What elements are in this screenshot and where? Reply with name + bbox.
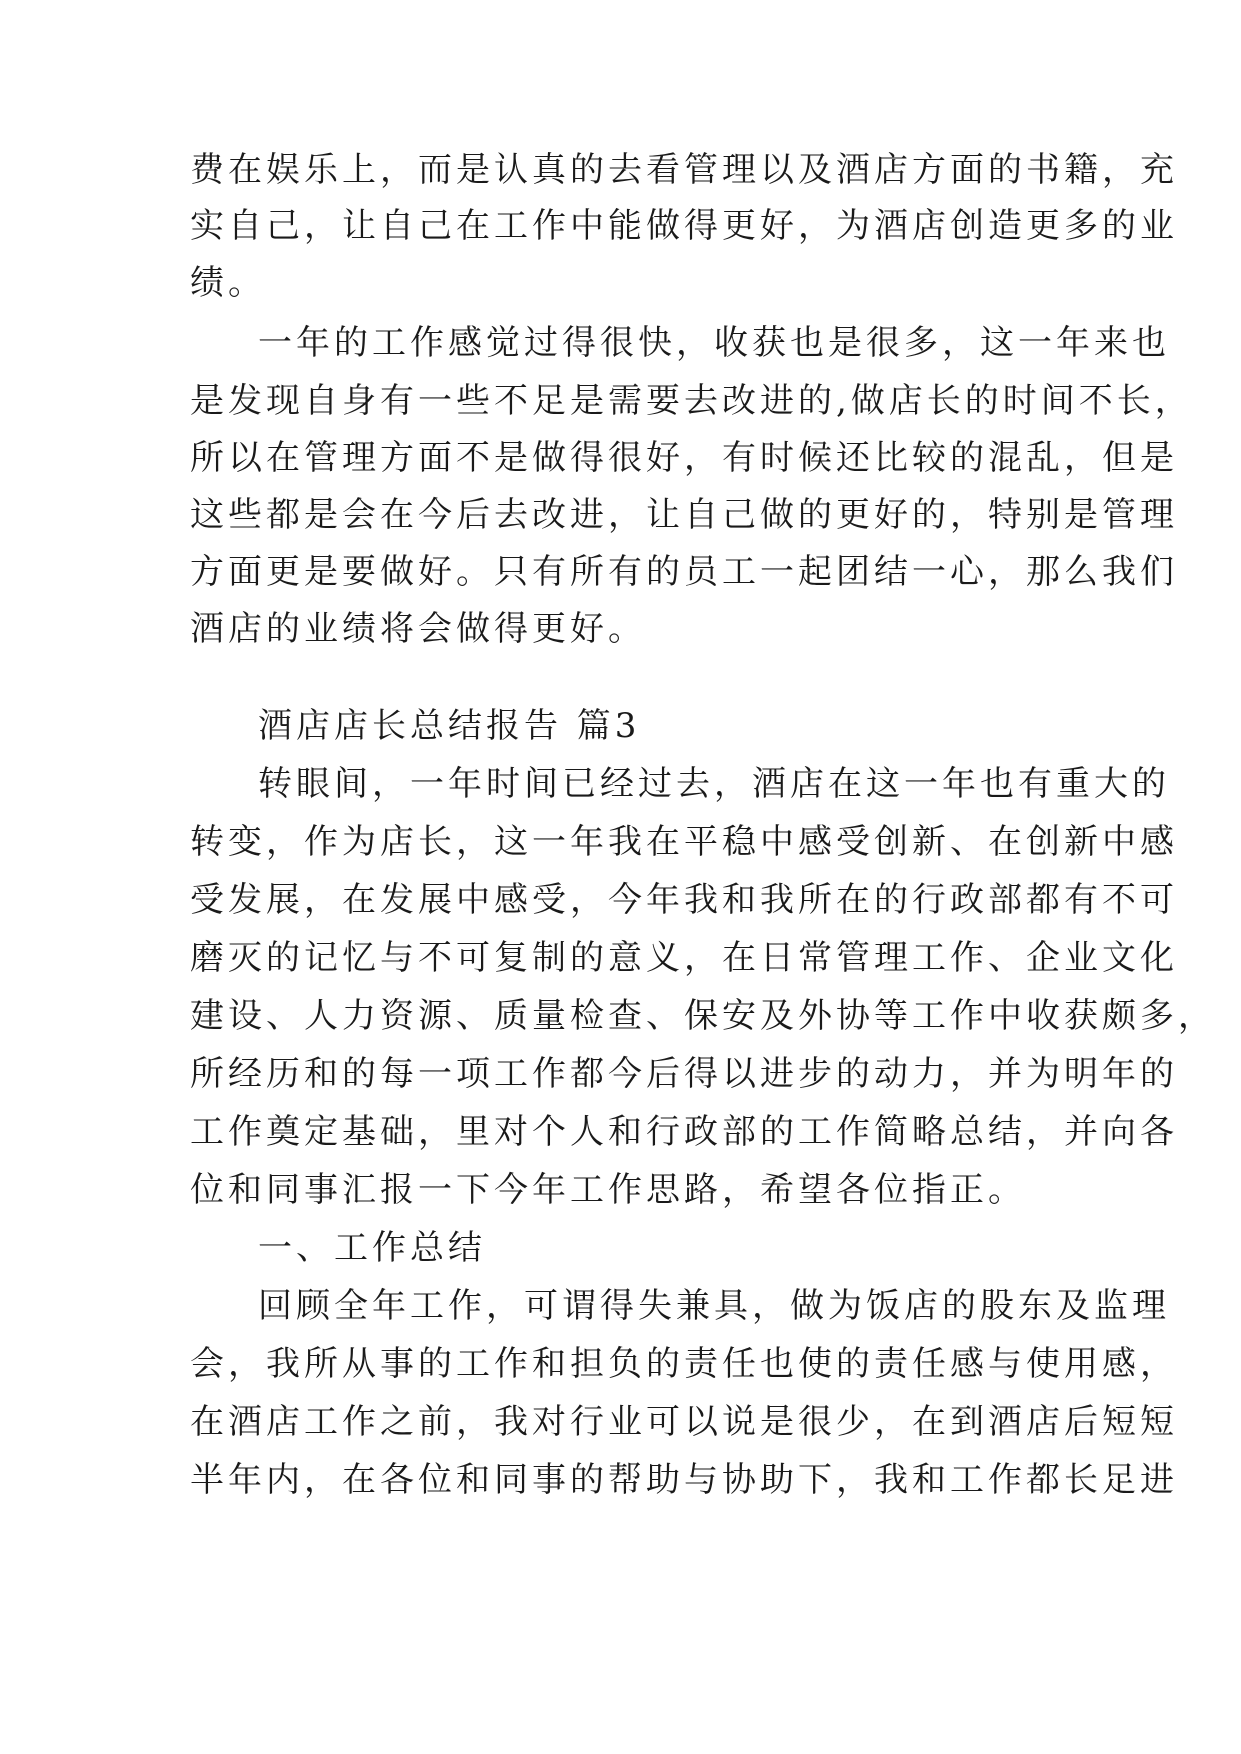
paragraph-line: 转变，作为店长，这一年我在平稳中感受创新、在创新中感 [190, 822, 1178, 862]
section-heading: 酒店店长总结报告 篇3 [258, 706, 641, 746]
paragraph-line: 半年内，在各位和同事的帮助与协助下，我和工作都长足进 [190, 1460, 1178, 1500]
paragraph-line: 会，我所从事的工作和担负的责任也使的责任感与使用感， [190, 1344, 1178, 1384]
paragraph-line: 磨灭的记忆与不可复制的意义，在日常管理工作、企业文化 [190, 938, 1178, 978]
paragraph-line: 绩。 [190, 263, 266, 303]
paragraph-line: 回顾全年工作，可谓得失兼具，做为饭店的股东及监理 [258, 1286, 1170, 1326]
paragraph-line: 在酒店工作之前，我对行业可以说是很少，在到酒店后短短 [190, 1402, 1178, 1442]
paragraph-line: 所经历和的每一项工作都今后得以进步的动力，并为明年的 [190, 1054, 1178, 1094]
paragraph-line: 工作奠定基础，里对个人和行政部的工作简略总结，并向各 [190, 1112, 1178, 1152]
paragraph-line: 建设、人力资源、质量检查、保安及外协等工作中收获颇多， [190, 996, 1216, 1036]
paragraph-line: 费在娱乐上，而是认真的去看管理以及酒店方面的书籍，充 [190, 150, 1178, 190]
paragraph-line: 实自己，让自己在工作中能做得更好，为酒店创造更多的业 [190, 206, 1178, 246]
paragraph-line: 转眼间，一年时间已经过去，酒店在这一年也有重大的 [258, 764, 1170, 804]
paragraph-line: 酒店的业绩将会做得更好。 [190, 609, 646, 649]
paragraph-line: 这些都是会在今后去改进，让自己做的更好的，特别是管理 [190, 495, 1178, 535]
paragraph-line: 所以在管理方面不是做得很好，有时候还比较的混乱，但是 [190, 438, 1178, 478]
section-subheading: 一、工作总结 [258, 1228, 486, 1268]
paragraph-line: 方面更是要做好。只有所有的员工一起团结一心，那么我们 [190, 552, 1178, 592]
paragraph-line: 是发现自身有一些不足是需要去改进的,做店长的时间不长， [190, 381, 1193, 421]
paragraph-line: 受发展，在发展中感受，今年我和我所在的行政部都有不可 [190, 880, 1178, 920]
paragraph-line: 一年的工作感觉过得很快，收获也是很多，这一年来也 [258, 323, 1170, 363]
paragraph-line: 位和同事汇报一下今年工作思路，希望各位指正。 [190, 1170, 1026, 1210]
